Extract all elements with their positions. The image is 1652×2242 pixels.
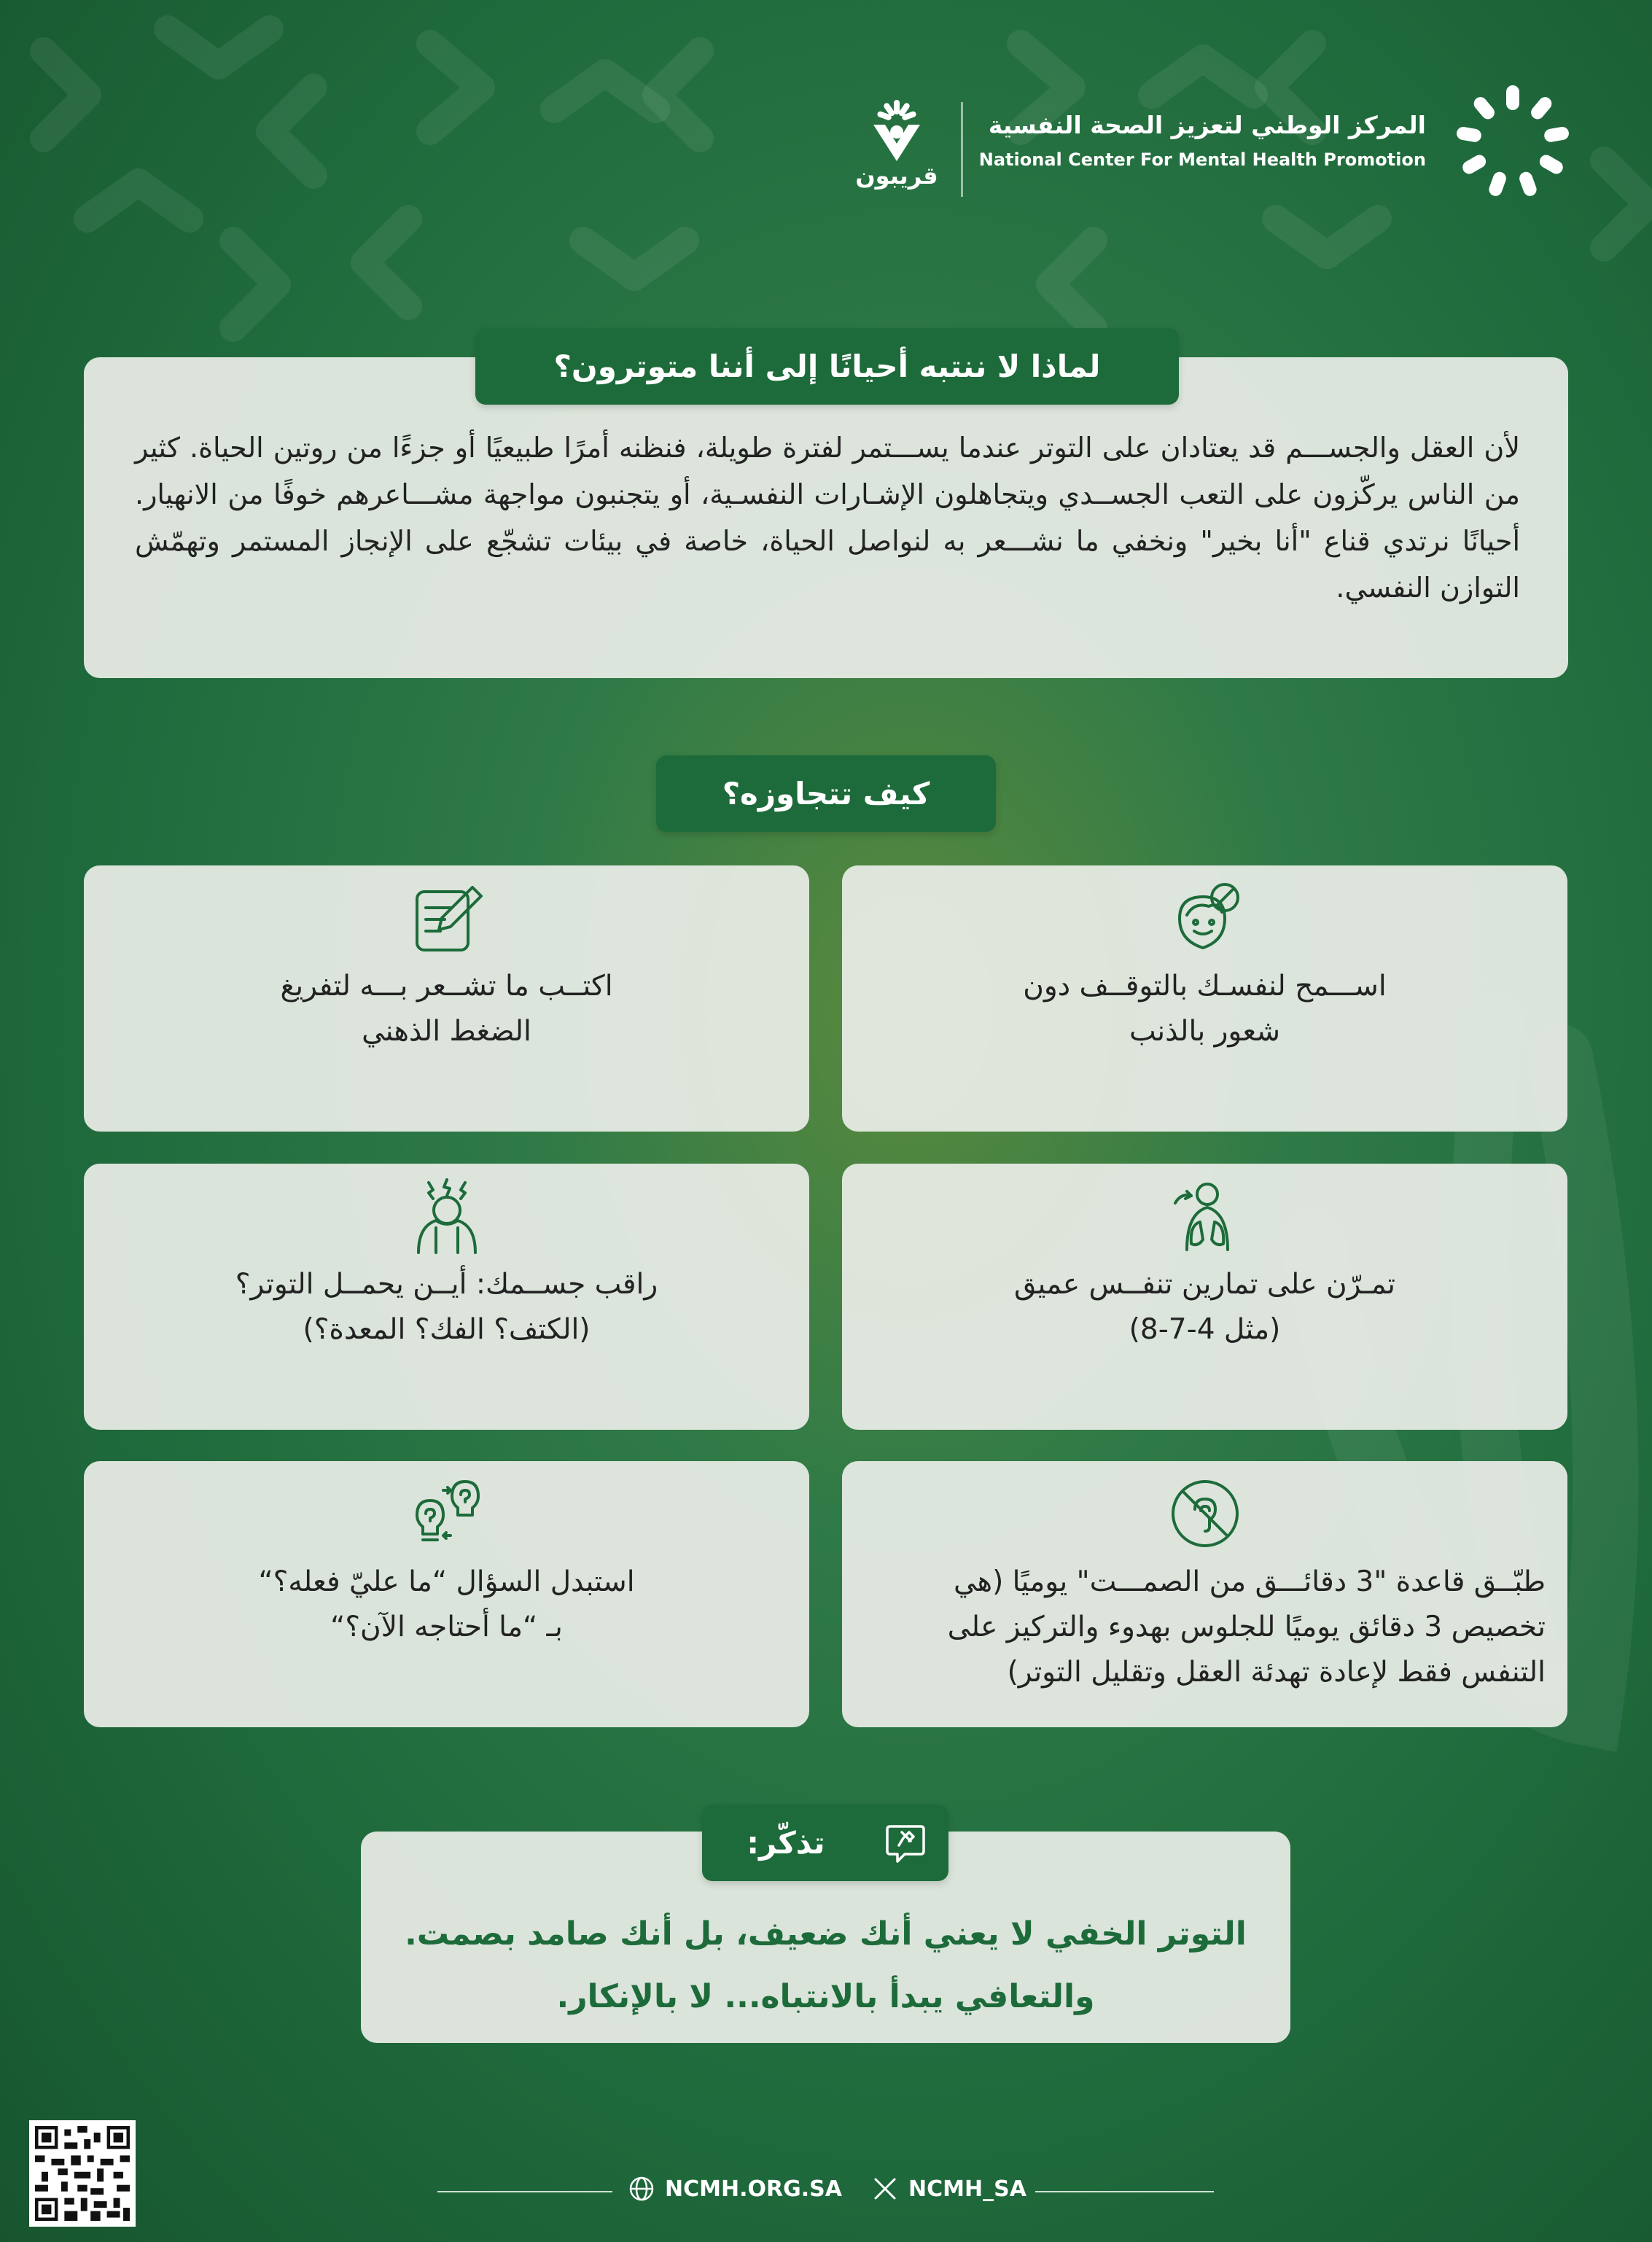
tip-card-question [84, 1461, 809, 1727]
pin-icon [884, 1822, 927, 1864]
globe-icon [628, 2176, 655, 2202]
tip-body-line1: راقب جســمك: أيــن يحمــل التوتر؟ [235, 1268, 658, 1301]
why-title: لماذا لا ننتبه أحيانًا إلى أننا متوترون؟ [475, 328, 1179, 405]
reminder-text [390, 1903, 1261, 2028]
tip-card-silence [842, 1461, 1567, 1727]
no-noise-icon [1169, 1477, 1242, 1550]
tip-question-line2: بـ “ما أحتاجه الآن؟“ [330, 1611, 563, 1643]
tip-body-line2: (الكتف؟ الفك؟ المعدة؟) [303, 1313, 591, 1346]
question-to-idea-icon [407, 1477, 487, 1550]
tip-breathing-line1: تمـرّن على تمارين تنفــس عميق [1014, 1268, 1395, 1301]
tip-question-line1: استبدل السؤال “ما عليّ فعله؟“ [258, 1565, 635, 1598]
x-handle-link[interactable] [872, 2176, 1026, 2202]
journal-pencil-icon [407, 879, 487, 959]
org-name-english: National Center For Mental Health Promotion [978, 149, 1426, 170]
website-link[interactable] [628, 2176, 842, 2202]
header-divider [961, 102, 963, 197]
reminder-title: تذكّر: [747, 1825, 825, 1861]
footer-line-left [437, 2191, 612, 2192]
ncmh-logo-icon [1451, 80, 1575, 204]
tip-pause-line1: اســـمح لنفسـك بالتوقــف دون [1023, 970, 1387, 1003]
brain-pause-icon [1165, 879, 1245, 959]
how-title: كيف تتجاوزه؟ [656, 755, 996, 832]
org-name-arabic: المركز الوطني لتعزيز الصحة النفسية [988, 111, 1426, 139]
x-logo-icon [872, 2176, 898, 2202]
tip-card-breathing [842, 1164, 1567, 1430]
tip-card-body [84, 1164, 809, 1430]
tip-breathing-line2: (مثل 4-7-8) [1129, 1313, 1281, 1346]
tip-silence-line1: طبّــق قاعدة "3 دقائـــق من الصمـــت" يوميًا (هي [954, 1565, 1546, 1598]
partner-logo-label: قريبون [855, 162, 938, 190]
lungs-breathing-icon [1165, 1177, 1245, 1257]
qr-code-icon[interactable] [29, 2120, 136, 2227]
tip-silence-line3: التنفس فقط لإعادة تهدئة العقل وتقليل التوتر) [1007, 1656, 1546, 1689]
tip-write-line2: الضغط الذهني [362, 1015, 531, 1048]
tip-pause-line2: شعور بالذنب [1129, 1015, 1281, 1048]
reminder-line2: والتعافي يبدأ بالانتباه... لا بالإنكار. [556, 1978, 1095, 2015]
footer-line-right [1035, 2191, 1214, 2192]
tip-silence-line2: تخصيص 3 دقائق يوميًا للجلوس بهدوء والتركيز على [947, 1611, 1546, 1643]
intro-paragraph: لأن العقل والجســـم قد يعتادان على التوتر عندما يســـتمر لفترة طويلة، فنظنه أمرًا طبيعيًا أو جزءًا من روتين الحياة. كثير من الناس يركّزون على التعب الجســدي ويتجاهلون الإشـارات النفسـية، أو يتجنبون مواجهة مشـــاعرهم خوفًا من الانهيار. أحيانًا نرتدي قناع "أنا بخير" ونخفي ما نشـــعر به لنواصل الحياة، خاصة في بيئات تشجّع على الإنجاز المستمر وتهمّش التوازن النفسي. [135, 432, 1520, 604]
x-handle-text: NCMH_SA [908, 2176, 1026, 2202]
tip-card-write [84, 865, 809, 1132]
tip-write-line1: اكتــب ما تشــعر بـــه لتفريغ [280, 970, 613, 1003]
reminder-title-pill [702, 1805, 948, 1881]
qareeboon-logo-icon [860, 98, 933, 164]
tense-shoulders-icon [407, 1177, 487, 1257]
tip-card-pause [842, 865, 1567, 1132]
reminder-line1: التوتر الخفي لا يعني أنك ضعيف، بل أنك صامد بصمت. [405, 1915, 1247, 1953]
website-text: NCMH.ORG.SA [665, 2176, 842, 2202]
